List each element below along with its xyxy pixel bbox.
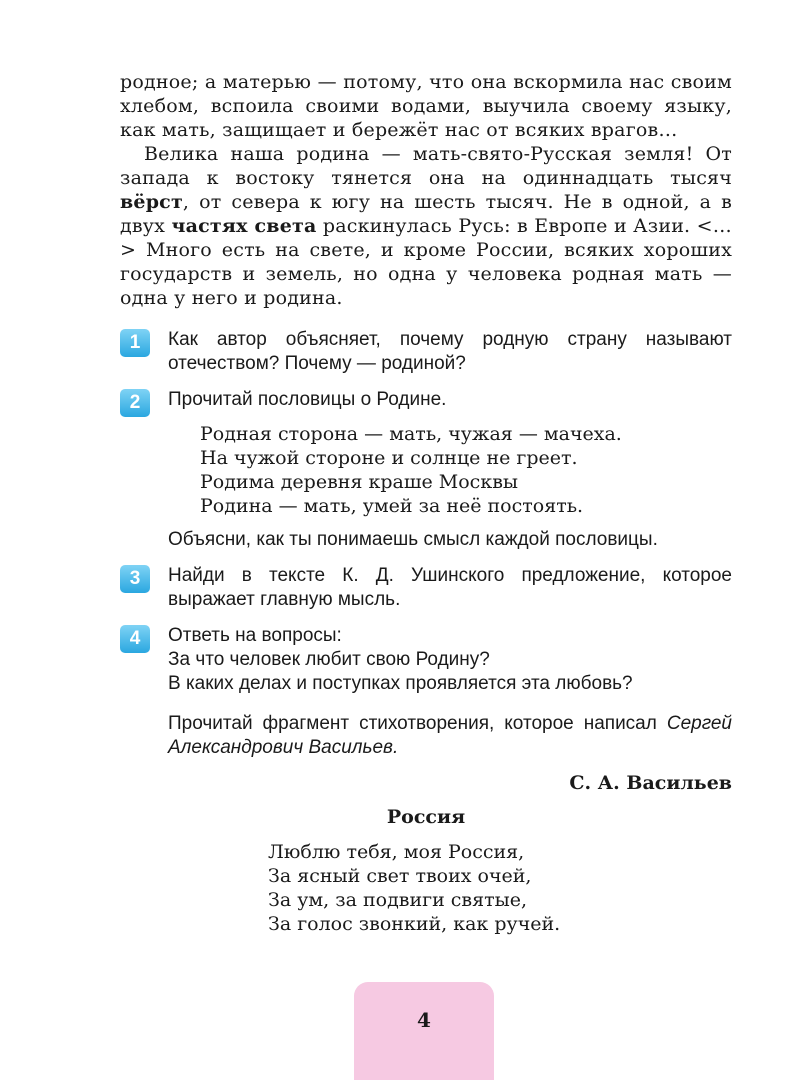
task-number-badge: 1 [120,329,150,357]
page-number: 4 [417,1008,431,1032]
proverb: Родина — мать, умей за неё постоять. [200,495,584,517]
proverb: Родная сторона — мать, чужая — мачеха. [200,423,622,445]
poem-author: С. А. Васильев [569,772,732,794]
paragraph-2-part-a: Велика наша родина — мать-свято-Русская земля! От запада к востоку тянется она на одиннадцать тысяч [120,143,732,189]
term-parts-of-world: частях света [171,215,317,237]
task-number-badge: 3 [120,565,150,593]
poem-intro [120,712,732,760]
paragraph-1: родное; а матерью — потому, что она вскормила нас своим хлебом, вспоила своими водами, выучила своему языку, как мать, защищает и бережёт нас от всяких врагов… [120,71,732,141]
task-2 [120,388,732,552]
task-list [120,328,732,696]
task-4 [120,624,732,696]
task-text: Как автор объясняет, почему родную страну называют отечеством? Почему — родиной? [168,329,732,374]
ushinsky-text [120,70,732,310]
task-3 [120,564,732,612]
poem-title: Россия [386,806,466,828]
task-number-badge: 2 [120,389,150,417]
task-1 [120,328,732,376]
poem-line: Люблю тебя, моя Россия, [268,841,525,863]
task-number-badge: 4 [120,625,150,653]
poem-line: За голос звонкий, как ручей. [268,913,561,935]
paragraph-2-part-c: , от севера к югу на шесть тысяч. Не в одной, а в двух [120,191,732,237]
task-text: Прочитай пословицы о Родине. [168,389,447,410]
task-note [168,528,732,552]
page-number-tab [354,982,494,1080]
poem-stanza [268,840,732,936]
question: В каких делах и поступках проявляется эта любовь? [168,673,633,694]
proverb-list [200,422,732,518]
term-versts: вёрст [120,191,183,213]
paragraph-2 [120,142,732,310]
poem-line: За ясный свет твоих очей, [268,865,532,887]
task-text: Найди в тексте К. Д. Ушинского предложение, которое выражает главную мысль. [168,565,732,610]
poem-line: За ум, за подвиги святые, [268,889,528,911]
question: За что человек любит свою Родину? [168,649,490,670]
poem-intro-text: Прочитай фрагмент стихотворения, которое написал [168,713,667,734]
proverb: На чужой стороне и солнце не греет. [200,447,578,469]
page-content [120,70,732,936]
paragraph-2-part-d: раскинулась Русь: в Европе и Азии. <…> Много есть на свете, и кроме России, всяких хороших государств и земель, но одна у человека родная мать — одна у него и родина. [120,215,732,309]
poet-name: Сергей Александрович Васильев. [168,713,732,758]
task-text: Ответь на вопросы: [168,625,342,646]
task-note-text: Объясни, как ты понимаешь смысл каждой пословицы. [168,529,658,550]
proverb: Родима деревня краше Москвы [200,471,519,493]
